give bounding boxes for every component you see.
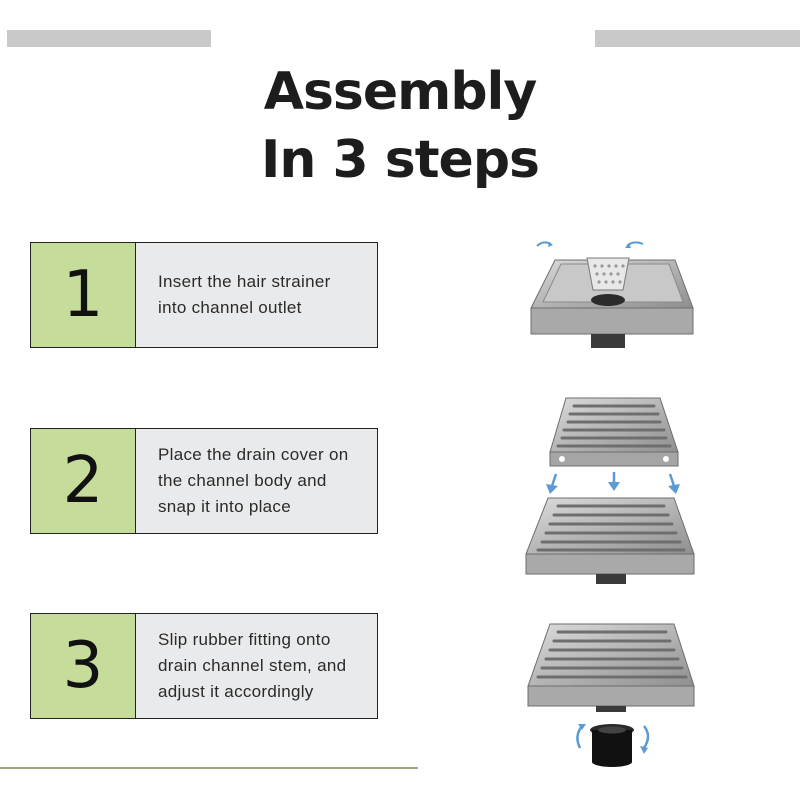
step-1-text: Insert the hair strainer into channel outlet xyxy=(136,243,377,347)
step-2-number: 2 xyxy=(31,429,136,533)
page-title-line-1: Assembly xyxy=(263,62,537,122)
step-1-card xyxy=(30,242,378,348)
step-2-text: Place the drain cover on the channel body and snap it into place xyxy=(136,429,377,533)
decorative-bar-left xyxy=(7,30,211,47)
bottom-divider xyxy=(0,767,418,769)
step-1-number: 1 xyxy=(31,243,136,347)
step-2-card xyxy=(30,428,378,534)
decorative-bar-right xyxy=(595,30,800,47)
drain-cover-snap-image xyxy=(522,394,702,586)
page-title-line-2: In 3 steps xyxy=(260,130,539,190)
step-3-text: Slip rubber fitting onto drain channel stem, and adjust it accordingly xyxy=(136,614,377,718)
drain-channel-with-strainer-image xyxy=(525,236,705,356)
step-3-card xyxy=(30,613,378,719)
drain-rubber-fitting-image xyxy=(524,620,704,772)
step-3-number: 3 xyxy=(31,614,136,718)
